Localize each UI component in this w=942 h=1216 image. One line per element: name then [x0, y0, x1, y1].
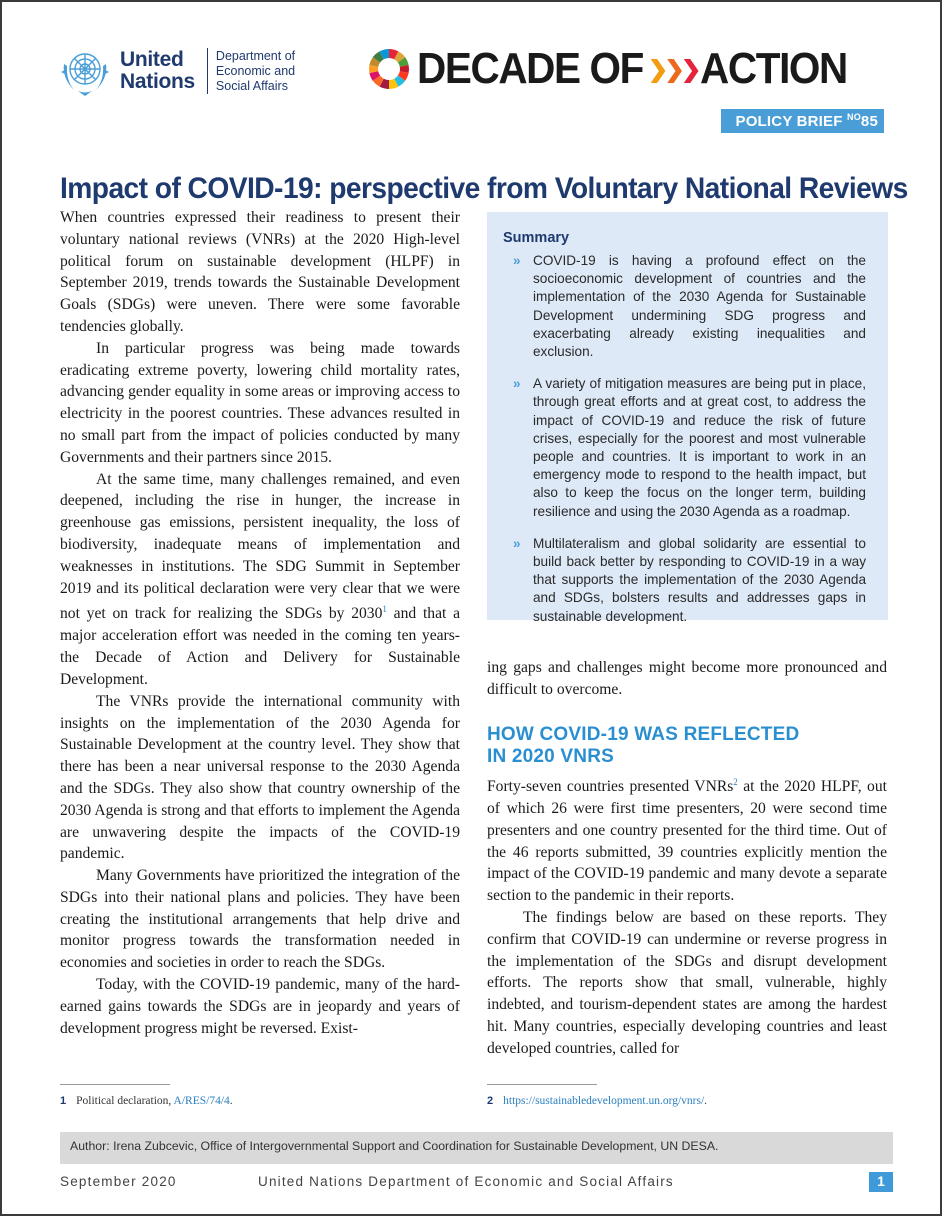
paragraph — [487, 772, 887, 907]
chevron-icon-3 — [681, 56, 699, 86]
paragraph: ing gaps and challenges might become more pronounced and difficult to overcome. — [487, 659, 887, 698]
dept-line3: Social Affairs — [215, 78, 288, 93]
summary-box — [487, 212, 888, 624]
paragraph-text: at the 2020 HLPF, out of which 26 were first time presenters, 20 were second time presenters and one country presented for the third time. Out of the 46 reports submitted, 39 countries explicitly mention the impact of the COVID-19 pandemic and many devote a separate section to the pandemic in their reports. — [487, 778, 887, 905]
paragraph: Many Governments have prioritized the integration of the SDGs into their national plans and policies. They have been creating the institutional arrangements that help drive and monitor progress towards the transformation needed in economies and societies in order to reach the SDGs. — [60, 867, 460, 972]
footnote-link[interactable]: https://sustainabledevelopment.un.org/vnrs/ — [503, 1095, 705, 1107]
right-column — [487, 657, 887, 701]
un-name — [120, 49, 195, 93]
paragraph: The VNRs provide the international community with insights on the implementation of the 2030 Agenda for Sustainable Development at the country level. They show that there has been a near universal response to the 2030 Agenda and the SDGs. They also show that country ownership of the 2030 Agenda is strong and that efforts to implement the Agenda are unwavering despite the impacts of the COVID-19 pandemic. — [60, 692, 460, 863]
dept-line2: Economic and — [215, 63, 296, 78]
chevron-icon-1 — [648, 56, 666, 86]
paragraph: When countries expressed their readiness to present their voluntary national reviews (VNRs) at the 2020 High-level political forum on sustainable development (HLPF) in September 2019, trends towards the Sustainable Development Goals (SDGs) were uneven. There were some favorable tendencies globally. — [60, 209, 460, 335]
page-number: 1 — [869, 1172, 893, 1192]
footnote-ref-1[interactable]: 1 — [382, 604, 387, 615]
logo-divider — [207, 48, 208, 94]
chevron-icon-2 — [665, 56, 683, 86]
footnote-rule — [60, 1084, 170, 1085]
footnote-1 — [60, 1095, 233, 1107]
decade-of-text: DECADE OF — [416, 44, 643, 93]
un-logo — [58, 44, 295, 98]
right-column-body — [487, 772, 887, 1060]
section-heading-line1: HOW COVID-19 WAS REFLECTED — [487, 724, 800, 745]
footnote-text: Political declaration, — [76, 1095, 174, 1107]
page-title: Impact of COVID-19: perspective from Voluntary National Reviews — [60, 172, 908, 206]
dept-line1: Department of — [215, 48, 296, 63]
un-name-line2: Nations — [120, 70, 195, 93]
summary-heading: Summary — [503, 230, 570, 246]
summary-item-text: COVID-19 is having a profound effect on the socioeconomic development of countries and the implementation of the 2030 Agenda for Sustainable Development undermining SDG progress and exacerbating already existing inequalities and exclusion. — [533, 253, 866, 360]
bullet-icon: » — [513, 253, 521, 268]
footnote-rule — [487, 1084, 597, 1085]
footnote-ref-2[interactable]: 2 — [733, 777, 738, 787]
paragraph — [60, 469, 460, 691]
summary-item — [503, 375, 866, 521]
footer-date: September 2020 — [60, 1174, 177, 1189]
section-heading-line2: IN 2020 VNRS — [487, 746, 615, 767]
footnote-number: 2 — [487, 1095, 494, 1107]
summary-item — [503, 252, 866, 361]
policy-no-label: NO — [847, 112, 861, 122]
summary-item-text: Multilateralism and global solidarity are essential to build back better by responding to COVID-19 in a way that supports the implementation of the 2030 Agenda and SDGs, bolsters results and addresses gaps in sustainable development. — [533, 535, 866, 624]
author-band: Author: Irena Zubcevic, Office of Intergovernmental Support and Coordination for Sustainable Development, UN DESA. — [60, 1132, 893, 1164]
left-column — [60, 207, 460, 1039]
un-emblem-icon — [58, 44, 112, 98]
policy-brief-badge — [721, 109, 884, 133]
decade-of-action-logo — [367, 46, 884, 92]
un-name-line1: United — [120, 48, 184, 71]
footnote-number: 1 — [60, 1095, 67, 1107]
summary-list — [503, 252, 866, 626]
section-heading — [487, 724, 887, 768]
paragraph: The findings below are based on these reports. They confirm that COVID-19 can undermine or reverse progress in the implementation of the SDGs and disrupt development efforts. The reports show that small, vulnerable, highly indebted, and tourism-dependent states are among the hardest hit. Many countries, especially developing countries and least developed countries, called for — [487, 908, 887, 1057]
footnote-link[interactable]: A/RES/74/4 — [173, 1095, 230, 1107]
un-department — [216, 49, 295, 94]
paragraph: Today, with the COVID-19 pandemic, many of the hard-earned gains towards the SDGs are in jeopardy and years of development progress might be reversed. Exist- — [60, 976, 460, 1037]
chevrons-icon — [648, 56, 698, 86]
bullet-icon: » — [513, 535, 521, 551]
paragraph-text: and that a major acceleration effort was needed in the coming ten years-the Decade of Action and Delivery for Sustainable Development. — [60, 605, 461, 688]
footnote-end: . — [229, 1095, 233, 1107]
policy-brief-label: POLICY BRIEF — [735, 113, 843, 130]
summary-item — [503, 535, 866, 626]
footer-org: United Nations Department of Economic and Social Affairs — [258, 1174, 674, 1189]
paragraph-text: Forty-seven countries presented VNRs — [487, 778, 734, 796]
footnote-end: . — [704, 1095, 708, 1107]
summary-item-text: A variety of mitigation measures are being put in place, through great efforts and at great cost, to address the impact of COVID-19 and reduce the risk of future crises, especially for the poorest and most vulnerable people and countries. It is important to work in an emergency mode to respond to the health impact, but also to keep the focus on the longer term, building resilience and using the 2030 Agenda as a roadmap. — [533, 376, 866, 519]
bullet-icon: » — [513, 376, 521, 392]
footnote-2 — [487, 1095, 707, 1107]
paragraph: In particular progress was being made towards eradicating extreme poverty, lowering child mortality rates, advancing gender equality in some areas or improving access to electricity in the poorest countries. These advances resulted in no small part from the impact of policies conducted by many Governments and their partners since 2015. — [60, 339, 460, 466]
policy-number: 85 — [860, 113, 878, 130]
sdg-wheel-icon — [367, 47, 411, 91]
page-footer — [60, 1172, 893, 1192]
decade-of-action-wordmark — [417, 46, 847, 92]
paragraph-text: At the same time, many challenges remained, and even deepened, including the rise in hunger, the increase in greenhouse gas emissions, persistent inequality, the loss of biodiversity, inadequate means of implementation and weaknesses in institutions. The SDG Summit in September 2019 and its political declaration were very clear that we were not yet on track for realizing the SDGs by 2030 — [60, 470, 460, 623]
action-text: ACTION — [699, 44, 847, 93]
